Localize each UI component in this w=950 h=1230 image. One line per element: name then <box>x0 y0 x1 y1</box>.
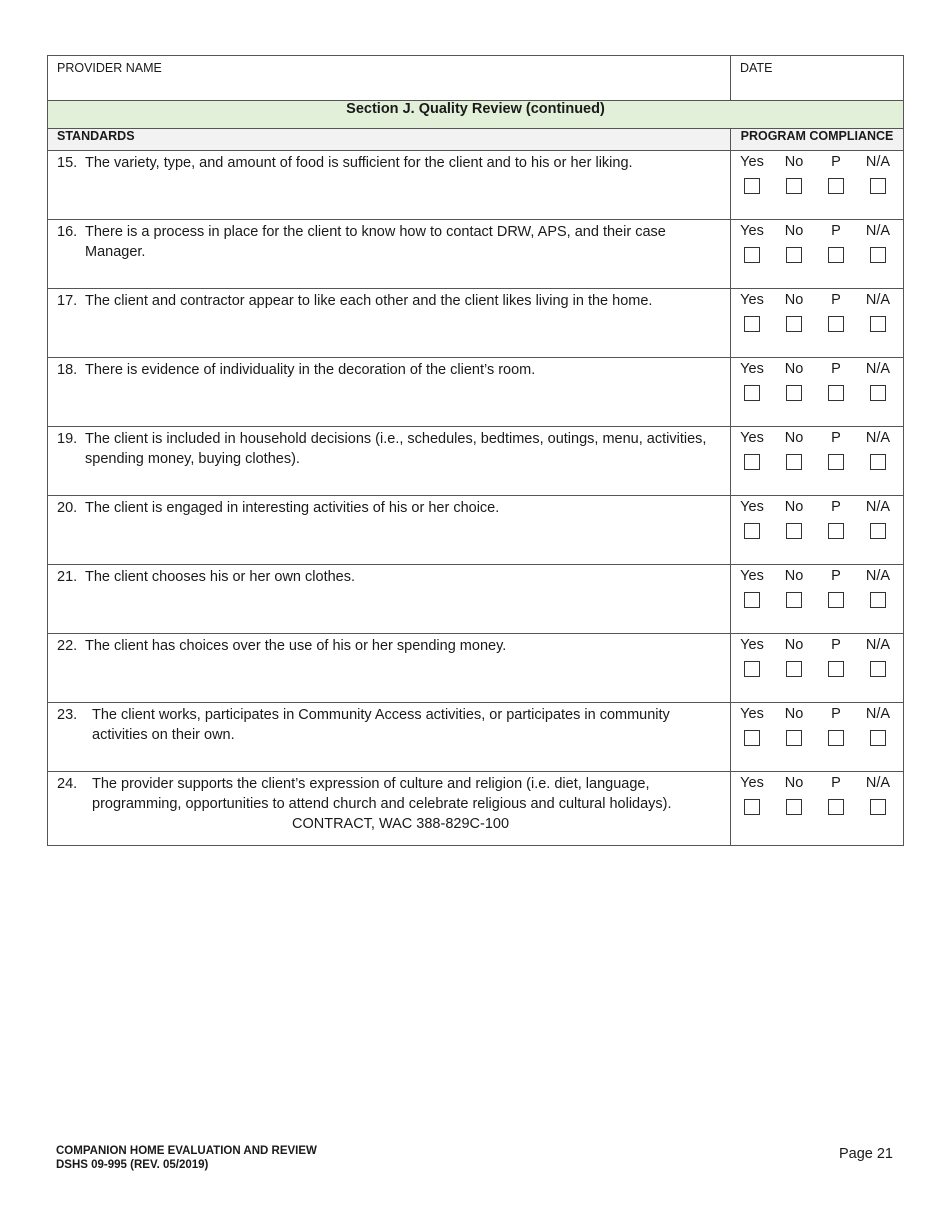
compliance-option-label: P <box>831 775 841 791</box>
compliance-option-yes <box>731 705 773 751</box>
date-field[interactable] <box>731 56 904 101</box>
date-label: DATE <box>740 61 773 75</box>
standard-number: 15. <box>57 155 78 171</box>
checkbox-n-a[interactable] <box>870 454 886 470</box>
compliance-option-label: N/A <box>865 223 891 239</box>
quality-review-table <box>47 55 904 846</box>
table-row <box>48 565 904 634</box>
compliance-option-n-a <box>857 498 899 544</box>
standard-cell <box>48 427 731 496</box>
compliance-option-n-a <box>857 429 899 475</box>
compliance-option-yes <box>731 153 773 199</box>
compliance-cell <box>731 220 904 289</box>
checkbox-yes[interactable] <box>744 661 760 677</box>
checkbox-p[interactable] <box>828 661 844 677</box>
checkbox-p[interactable] <box>828 523 844 539</box>
compliance-option-label: Yes <box>740 292 764 308</box>
checkbox-yes[interactable] <box>744 454 760 470</box>
standard-number: 16. <box>57 224 78 240</box>
checkbox-n-a[interactable] <box>870 730 886 746</box>
compliance-option-yes <box>731 567 773 613</box>
compliance-option-label: P <box>831 361 841 377</box>
compliance-option-label: No <box>784 706 804 722</box>
standard-text: The client and contractor appear to like each other and the client likes living in the home. <box>85 293 653 309</box>
compliance-option-no <box>773 429 815 475</box>
compliance-option-label: No <box>784 223 804 239</box>
checkbox-p[interactable] <box>828 454 844 470</box>
checkbox-n-a[interactable] <box>870 523 886 539</box>
compliance-cell <box>731 772 904 846</box>
standard-cell <box>48 289 731 358</box>
checkbox-yes[interactable] <box>744 523 760 539</box>
table-row <box>48 496 904 565</box>
standard-number: 20. <box>57 500 78 516</box>
compliance-option-label: N/A <box>865 154 891 170</box>
compliance-option-label: P <box>831 154 841 170</box>
standard-text: The client chooses his or her own clothes. <box>85 569 355 585</box>
compliance-option-n-a <box>857 636 899 682</box>
compliance-cell <box>731 703 904 772</box>
compliance-option-n-a <box>857 291 899 337</box>
checkbox-n-a[interactable] <box>870 799 886 815</box>
compliance-option-label: N/A <box>865 292 891 308</box>
checkbox-yes[interactable] <box>744 316 760 332</box>
compliance-option-n-a <box>857 567 899 613</box>
compliance-option-n-a <box>857 360 899 406</box>
compliance-option-label: P <box>831 430 841 446</box>
checkbox-no[interactable] <box>786 316 802 332</box>
checkbox-yes[interactable] <box>744 592 760 608</box>
standard-number: 18. <box>57 362 78 378</box>
compliance-option-label: N/A <box>865 361 891 377</box>
compliance-option-yes <box>731 774 773 820</box>
compliance-option-no <box>773 705 815 751</box>
compliance-option-no <box>773 498 815 544</box>
table-row <box>48 427 904 496</box>
compliance-option-no <box>773 222 815 268</box>
checkbox-p[interactable] <box>828 730 844 746</box>
table-row <box>48 634 904 703</box>
compliance-cell <box>731 565 904 634</box>
standard-text: The client has choices over the use of his or her spending money. <box>85 638 507 654</box>
compliance-option-no <box>773 636 815 682</box>
compliance-option-label: No <box>784 568 804 584</box>
standard-cell <box>48 565 731 634</box>
compliance-option-label: No <box>784 430 804 446</box>
checkbox-no[interactable] <box>786 730 802 746</box>
compliance-option-p <box>815 705 857 751</box>
compliance-option-label: Yes <box>740 706 764 722</box>
compliance-option-yes <box>731 498 773 544</box>
table-row <box>48 289 904 358</box>
table-row <box>48 220 904 289</box>
compliance-option-n-a <box>857 153 899 199</box>
compliance-option-p <box>815 429 857 475</box>
compliance-option-label: N/A <box>865 706 891 722</box>
compliance-option-n-a <box>857 222 899 268</box>
compliance-option-label: No <box>784 154 804 170</box>
compliance-option-no <box>773 291 815 337</box>
compliance-option-label: Yes <box>740 637 764 653</box>
compliance-option-label: Yes <box>740 499 764 515</box>
compliance-option-label: P <box>831 223 841 239</box>
table-row <box>48 358 904 427</box>
compliance-option-label: N/A <box>865 430 891 446</box>
compliance-option-n-a <box>857 705 899 751</box>
compliance-option-label: P <box>831 637 841 653</box>
checkbox-yes[interactable] <box>744 385 760 401</box>
provider-name-field[interactable] <box>48 56 731 101</box>
checkbox-n-a[interactable] <box>870 592 886 608</box>
checkbox-p[interactable] <box>828 385 844 401</box>
checkbox-p[interactable] <box>828 799 844 815</box>
compliance-option-label: No <box>784 499 804 515</box>
standard-text: There is a process in place for the client to know how to contact DRW, APS, and their case Manager. <box>85 224 666 260</box>
standard-cell <box>48 358 731 427</box>
checkbox-n-a[interactable] <box>870 316 886 332</box>
compliance-option-label: Yes <box>740 775 764 791</box>
checkbox-no[interactable] <box>786 799 802 815</box>
compliance-cell <box>731 358 904 427</box>
standard-citation: CONTRACT, WAC 388-829C-100 <box>291 816 510 832</box>
standard-text: The client is included in household decisions (i.e., schedules, bedtimes, outings, menu, activities, spending money, buying clothes). <box>85 431 707 467</box>
compliance-option-no <box>773 360 815 406</box>
checkbox-no[interactable] <box>786 592 802 608</box>
program-compliance-column-header: PROGRAM COMPLIANCE <box>731 129 904 151</box>
checkbox-yes[interactable] <box>744 178 760 194</box>
standard-number: 22. <box>57 638 78 654</box>
compliance-option-no <box>773 153 815 199</box>
compliance-option-label: Yes <box>740 361 764 377</box>
checkbox-p[interactable] <box>828 247 844 263</box>
compliance-option-label: No <box>784 292 804 308</box>
standard-text: The client is engaged in interesting activities of his or her choice. <box>85 500 500 516</box>
table-row <box>48 703 904 772</box>
standard-cell <box>48 151 731 220</box>
checkbox-no[interactable] <box>786 247 802 263</box>
checkbox-n-a[interactable] <box>870 178 886 194</box>
compliance-option-label: N/A <box>865 775 891 791</box>
compliance-option-label: P <box>831 499 841 515</box>
compliance-option-label: N/A <box>865 499 891 515</box>
compliance-cell <box>731 289 904 358</box>
provider-name-label: PROVIDER NAME <box>57 61 162 75</box>
compliance-option-no <box>773 567 815 613</box>
standard-cell <box>48 772 731 846</box>
form-footer <box>56 1144 317 1172</box>
compliance-option-p <box>815 222 857 268</box>
compliance-cell <box>731 634 904 703</box>
compliance-option-label: No <box>784 361 804 377</box>
compliance-option-label: N/A <box>865 568 891 584</box>
compliance-option-p <box>815 498 857 544</box>
compliance-option-no <box>773 774 815 820</box>
compliance-option-label: Yes <box>740 568 764 584</box>
standard-cell <box>48 220 731 289</box>
standard-cell <box>48 496 731 565</box>
table-row <box>48 772 904 846</box>
checkbox-yes[interactable] <box>744 730 760 746</box>
compliance-option-label: P <box>831 292 841 308</box>
compliance-option-p <box>815 636 857 682</box>
compliance-option-label: Yes <box>740 154 764 170</box>
compliance-option-label: P <box>831 706 841 722</box>
checkbox-no[interactable] <box>786 661 802 677</box>
compliance-option-p <box>815 567 857 613</box>
standard-cell <box>48 634 731 703</box>
compliance-option-label: No <box>784 775 804 791</box>
checkbox-yes[interactable] <box>744 247 760 263</box>
checkbox-yes[interactable] <box>744 799 760 815</box>
compliance-option-label: Yes <box>740 223 764 239</box>
compliance-option-yes <box>731 291 773 337</box>
standard-text: There is evidence of individuality in the decoration of the client’s room. <box>85 362 536 378</box>
standard-number: 19. <box>57 431 78 447</box>
checkbox-no[interactable] <box>786 523 802 539</box>
standard-number: 23. <box>57 707 78 723</box>
compliance-option-p <box>815 360 857 406</box>
compliance-cell <box>731 151 904 220</box>
checkbox-no[interactable] <box>786 178 802 194</box>
standards-column-header: STANDARDS <box>48 129 731 151</box>
compliance-option-yes <box>731 429 773 475</box>
compliance-option-yes <box>731 360 773 406</box>
checkbox-no[interactable] <box>786 385 802 401</box>
checkbox-n-a[interactable] <box>870 247 886 263</box>
page-number: Page 21 <box>838 1146 893 1162</box>
compliance-option-label: No <box>784 637 804 653</box>
checkbox-p[interactable] <box>828 178 844 194</box>
checkbox-n-a[interactable] <box>870 385 886 401</box>
checkbox-p[interactable] <box>828 316 844 332</box>
standard-cell <box>48 703 731 772</box>
checkbox-n-a[interactable] <box>870 661 886 677</box>
checkbox-p[interactable] <box>828 592 844 608</box>
checkbox-no[interactable] <box>786 454 802 470</box>
standard-number: 17. <box>57 293 78 309</box>
compliance-option-yes <box>731 636 773 682</box>
standard-number: 21. <box>57 569 78 585</box>
form-title: COMPANION HOME EVALUATION AND REVIEW <box>56 1145 317 1157</box>
compliance-option-yes <box>731 222 773 268</box>
compliance-option-label: Yes <box>740 430 764 446</box>
table-row <box>48 151 904 220</box>
compliance-option-label: N/A <box>865 637 891 653</box>
compliance-option-p <box>815 153 857 199</box>
compliance-cell <box>731 427 904 496</box>
section-title: Section J. Quality Review (continued) <box>48 101 904 129</box>
compliance-option-p <box>815 774 857 820</box>
compliance-option-p <box>815 291 857 337</box>
form-number: DSHS 09-995 (REV. 05/2019) <box>56 1159 209 1171</box>
standard-text: The variety, type, and amount of food is sufficient for the client and to his or her liking. <box>85 155 633 171</box>
compliance-option-label: P <box>831 568 841 584</box>
compliance-option-n-a <box>857 774 899 820</box>
standard-text: The client works, participates in Community Access activities, or participates in community activities on their own. <box>92 707 670 743</box>
standard-text: The provider supports the client’s expression of culture and religion (i.e. diet, language, programming, opportunities to attend church and celebrate religious and cultural holidays). <box>92 776 672 812</box>
compliance-cell <box>731 496 904 565</box>
standard-number: 24. <box>57 776 78 792</box>
